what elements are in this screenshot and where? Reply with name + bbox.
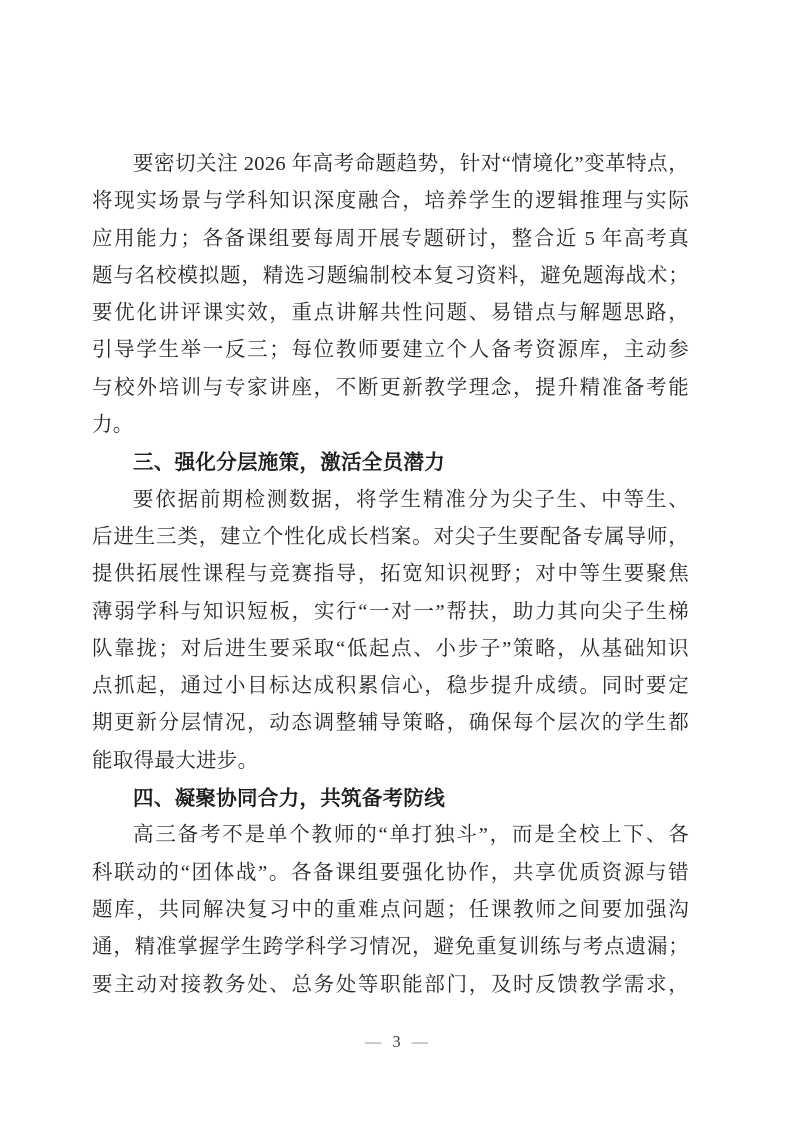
- footer-dash-left: —: [364, 1032, 382, 1051]
- text-line: 与校外培训与专家讲座，不断更新教学理念，提升精准备考能: [92, 376, 689, 399]
- page-footer: [0, 1031, 793, 1053]
- text-line: 点抓起，通过小目标达成积累信心，稳步提升成绩。同时要定: [92, 675, 689, 698]
- text-line: 后进生三类，建立个性化成长档案。对尖子生要配备专属导师，: [92, 525, 689, 548]
- text-line: 力。: [92, 414, 134, 437]
- text-line: 题库，共同解决复习中的重难点问题；任课教师之间要加强沟: [92, 898, 689, 921]
- section-heading-4: 四、凝聚协同合力，共筑备考防线: [133, 787, 445, 811]
- text-line: 能取得最大进步。: [92, 749, 259, 772]
- page-number: 3: [392, 1032, 401, 1051]
- text-line: 科联动的“团体战”。各备课组要强化协作，共享优质资源与错: [92, 861, 689, 884]
- text-line: 要主动对接教务处、总务处等职能部门，及时反馈教学需求，: [92, 973, 689, 996]
- text-line: 要优化讲评课实效，重点讲解共性问题、易错点与解题思路，: [92, 302, 689, 325]
- footer-dash-right: —: [411, 1032, 429, 1051]
- paragraph: [92, 482, 689, 780]
- paragraph: [92, 146, 689, 444]
- text-line: 要依据前期检测数据，将学生精准分为尖子生、中等生、: [133, 488, 689, 511]
- text-line: 期更新分层情况，动态调整辅导策略，确保每个层次的学生都: [92, 712, 689, 735]
- text-line: 通，精准掌握学生跨学科学习情况，避免重复训练与考点遗漏；: [92, 936, 689, 959]
- text-line: 将现实场景与学科知识深度融合，培养学生的逻辑推理与实际: [92, 190, 689, 213]
- text-line: 高三备考不是单个教师的“单打独斗”，而是全校上下、各: [133, 824, 689, 847]
- text-line: 要密切关注 2026 年高考命题趋势，针对“情境化”变革特点，: [133, 153, 689, 175]
- section-heading-3: 三、强化分层施策，激活全员潜力: [133, 451, 445, 475]
- text-line: 队靠拢；对后进生要采取“低起点、小步子”策略，从基础知识: [92, 637, 689, 660]
- text-line: 题与名校模拟题，精选习题编制校本复习资料，避免题海战术；: [92, 264, 689, 287]
- text-line: 应用能力；各备课组要每周开展专题研讨，整合近 5 年高考真: [92, 227, 689, 250]
- text-line: 薄弱学科与知识短板，实行“一对一”帮扶，助力其向尖子生梯: [92, 600, 689, 623]
- text-line: 提供拓展性课程与竞赛指导，拓宽知识视野；对中等生要聚焦: [92, 563, 689, 586]
- paragraph: [92, 817, 689, 1003]
- document-body: [92, 146, 689, 1004]
- text-line: 引导学生举一反三；每位教师要建立个人备考资源库，主动参: [92, 339, 689, 362]
